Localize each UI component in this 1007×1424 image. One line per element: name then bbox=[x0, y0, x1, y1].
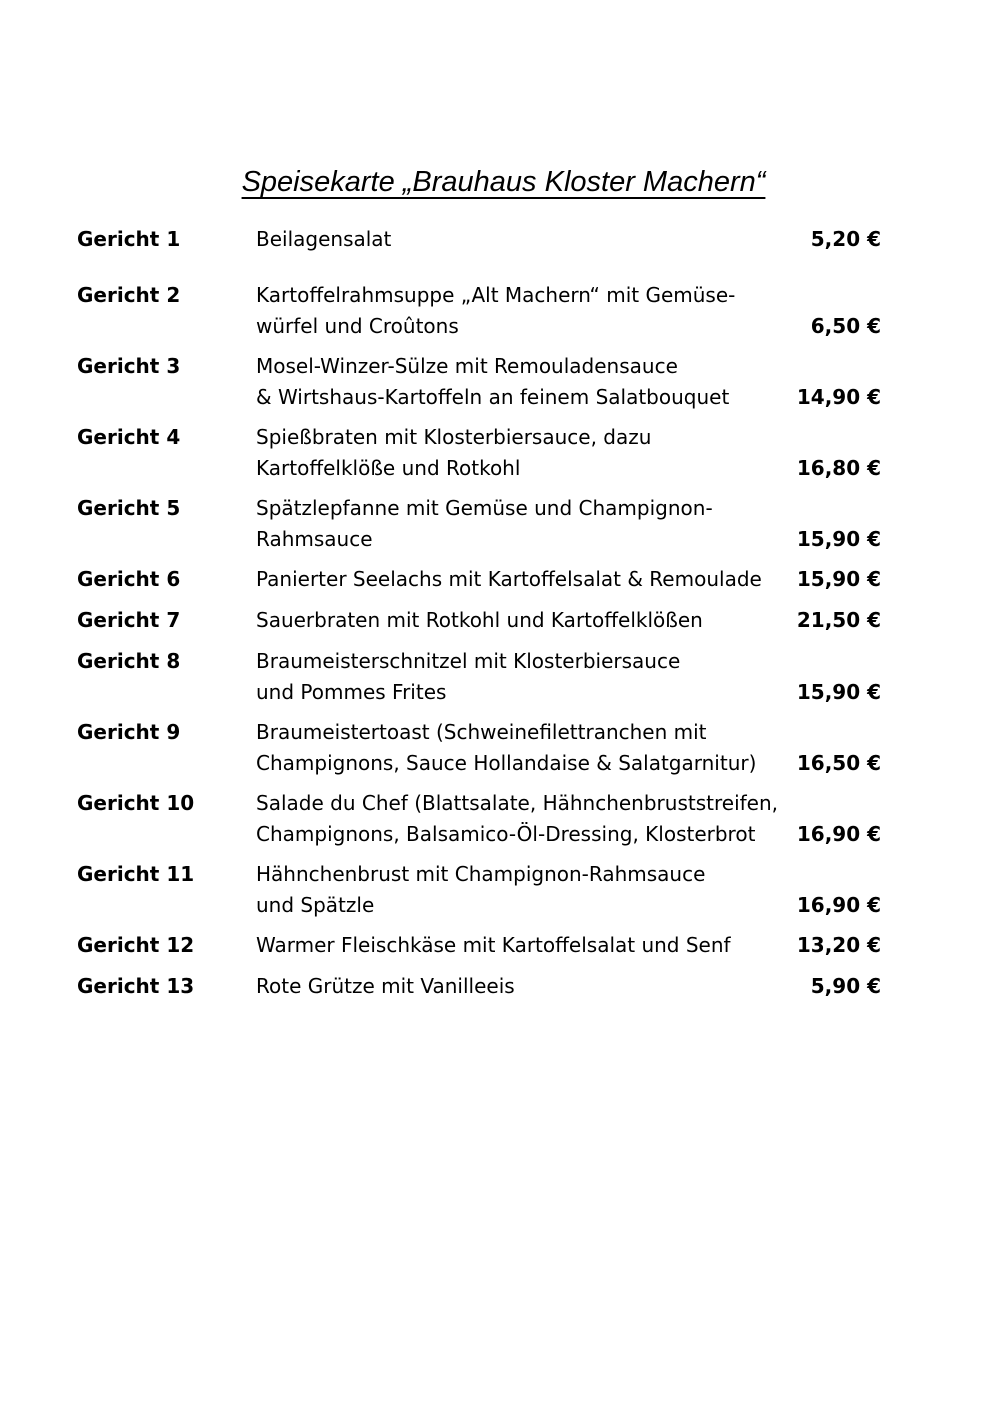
menu-item-description bbox=[256, 971, 515, 1002]
menu-item-description-line: Champignons, Sauce Hollandaise & Salatgarnitur) bbox=[256, 751, 757, 775]
menu-item-description-line: Mosel-Winzer-Sülze mit Remouladensauce bbox=[256, 354, 678, 378]
menu-item-description bbox=[256, 605, 703, 636]
page-title-text: Speisekarte „Brauhaus Kloster Machern“ bbox=[241, 166, 766, 198]
menu-item-description bbox=[256, 859, 705, 921]
menu-item-description-line: Spätzlepfanne mit Gemüse und Champignon- bbox=[256, 496, 713, 520]
menu-item-description bbox=[256, 646, 680, 708]
menu-item-description-line: Warmer Fleischkäse mit Kartoffelsalat und Senf bbox=[256, 933, 731, 957]
menu-item-label: Gericht 9 bbox=[77, 720, 181, 744]
menu-item-description-line: Kartoffelrahmsuppe „Alt Machern“ mit Gemüse- bbox=[256, 283, 736, 307]
menu-item-description-line: Braumeistertoast (Schweinefilettranchen mit bbox=[256, 720, 707, 744]
menu-item-description-line: Rahmsauce bbox=[256, 527, 373, 551]
menu-item-label: Gericht 4 bbox=[77, 425, 181, 449]
menu-item-price: 13,20 € bbox=[796, 933, 881, 957]
menu-item-label: Gericht 13 bbox=[77, 974, 195, 998]
menu-item-price: 5,20 € bbox=[810, 227, 881, 251]
menu-item-description-line: würfel und Croûtons bbox=[256, 314, 459, 338]
menu-item-price: 14,90 € bbox=[796, 385, 881, 409]
menu-item-description-line: Spießbraten mit Klosterbiersauce, dazu bbox=[256, 425, 652, 449]
menu-item-description-line: Hähnchenbrust mit Champignon-Rahmsauce bbox=[256, 862, 706, 886]
menu-item-price: 16,50 € bbox=[796, 751, 881, 775]
menu-item-description bbox=[256, 930, 731, 961]
menu-item-label: Gericht 5 bbox=[77, 496, 181, 520]
menu-item-label: Gericht 6 bbox=[77, 567, 181, 591]
menu-item-label: Gericht 10 bbox=[77, 791, 195, 815]
menu-item-description-line: Braumeisterschnitzel mit Klosterbiersauce bbox=[256, 649, 681, 673]
menu-item-description bbox=[256, 788, 778, 850]
menu-item-description-line: Sauerbraten mit Rotkohl und Kartoffelklößen bbox=[256, 608, 703, 632]
menu-item-description-line: Beilagensalat bbox=[256, 227, 392, 251]
menu-item-description bbox=[256, 564, 762, 595]
menu-item-price: 15,90 € bbox=[796, 527, 881, 551]
menu-item-description-line: und Spätzle bbox=[256, 893, 375, 917]
menu-item-price: 16,90 € bbox=[796, 893, 881, 917]
menu-item-price: 15,90 € bbox=[796, 567, 881, 591]
menu-item-description bbox=[256, 422, 651, 484]
menu-item-description bbox=[256, 351, 729, 413]
menu-item-price: 15,90 € bbox=[796, 680, 881, 704]
menu-item-description-line: und Pommes Frites bbox=[256, 680, 447, 704]
menu-item-description bbox=[256, 224, 391, 255]
menu-item-label: Gericht 12 bbox=[77, 933, 195, 957]
menu-item-label: Gericht 2 bbox=[77, 283, 181, 307]
menu-item-label: Gericht 7 bbox=[77, 608, 181, 632]
menu-item-description-line: & Wirtshaus-Kartoffeln an feinem Salatbouquet bbox=[256, 385, 730, 409]
menu-item-price: 16,90 € bbox=[796, 822, 881, 846]
menu-item-description bbox=[256, 493, 713, 555]
menu-item-label: Gericht 8 bbox=[77, 649, 181, 673]
menu-item-description bbox=[256, 717, 756, 779]
menu-item-description-line: Salade du Chef (Blattsalate, Hähnchenbruststreifen, bbox=[256, 791, 779, 815]
menu-item-description-line: Panierter Seelachs mit Kartoffelsalat & Remoulade bbox=[256, 567, 762, 591]
menu-item-price: 16,80 € bbox=[796, 456, 881, 480]
menu-item-description-line: Champignons, Balsamico-Öl-Dressing, Klosterbrot bbox=[256, 822, 756, 846]
menu-item-price: 6,50 € bbox=[810, 314, 881, 338]
menu-item-description-line: Kartoffelklöße und Rotkohl bbox=[256, 456, 521, 480]
menu-item-description bbox=[256, 280, 735, 342]
menu-item-label: Gericht 11 bbox=[77, 862, 195, 886]
menu-item-label: Gericht 3 bbox=[77, 354, 181, 378]
menu-item-price: 5,90 € bbox=[810, 974, 881, 998]
menu-item-label: Gericht 1 bbox=[77, 227, 181, 251]
menu-item-price: 21,50 € bbox=[796, 608, 881, 632]
menu-item-description-line: Rote Grütze mit Vanilleeis bbox=[256, 974, 515, 998]
